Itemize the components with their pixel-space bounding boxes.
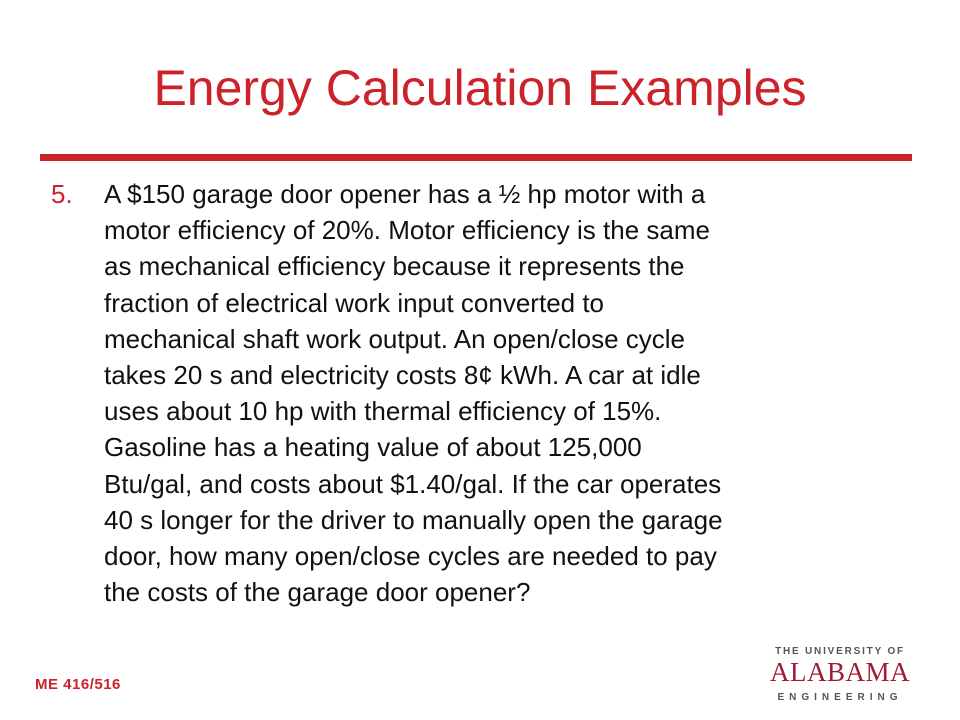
problem-text-line: door, how many open/close cycles are needed to pay: [104, 541, 717, 572]
logo-line-alabama: ALABAMA: [770, 657, 911, 687]
problem-text-line: 40 s longer for the driver to manually open the garage: [104, 504, 723, 535]
slide-title: Energy Calculation Examples: [153, 60, 807, 116]
problem-text-line: fraction of electrical work input converted to: [104, 287, 605, 318]
problem-text-line: mechanical shaft work output. An open/close cycle: [104, 323, 685, 354]
problem-text-line: the costs of the garage door opener?: [104, 577, 531, 608]
problem-text-line: as mechanical efficiency because it represents the: [104, 251, 685, 282]
problem-text-line: Btu/gal, and costs about $1.40/gal. If the car operates: [104, 468, 722, 499]
university-logo: [770, 646, 910, 710]
problem-text-line: takes 20 s and electricity costs 8¢ kWh. A car at idle: [104, 360, 701, 391]
problem-text-line: Gasoline has a heating value of about 125,000: [104, 432, 642, 463]
logo-line-engineering: ENGINEERING: [777, 692, 903, 703]
problem-text-line: A $150 garage door opener has a ½ hp motor with a: [104, 179, 706, 209]
course-code: ME 416/516: [35, 676, 121, 693]
logo-line-university-of: THE UNIVERSITY OF: [775, 646, 905, 657]
problem-text: [104, 176, 909, 610]
title-divider: [40, 154, 912, 161]
problem-text-line: uses about 10 hp with thermal efficiency of 15%.: [104, 396, 662, 427]
list-item-number: 5.: [51, 179, 73, 209]
problem-text-line: motor efficiency of 20%. Motor efficiency is the same: [104, 215, 710, 246]
